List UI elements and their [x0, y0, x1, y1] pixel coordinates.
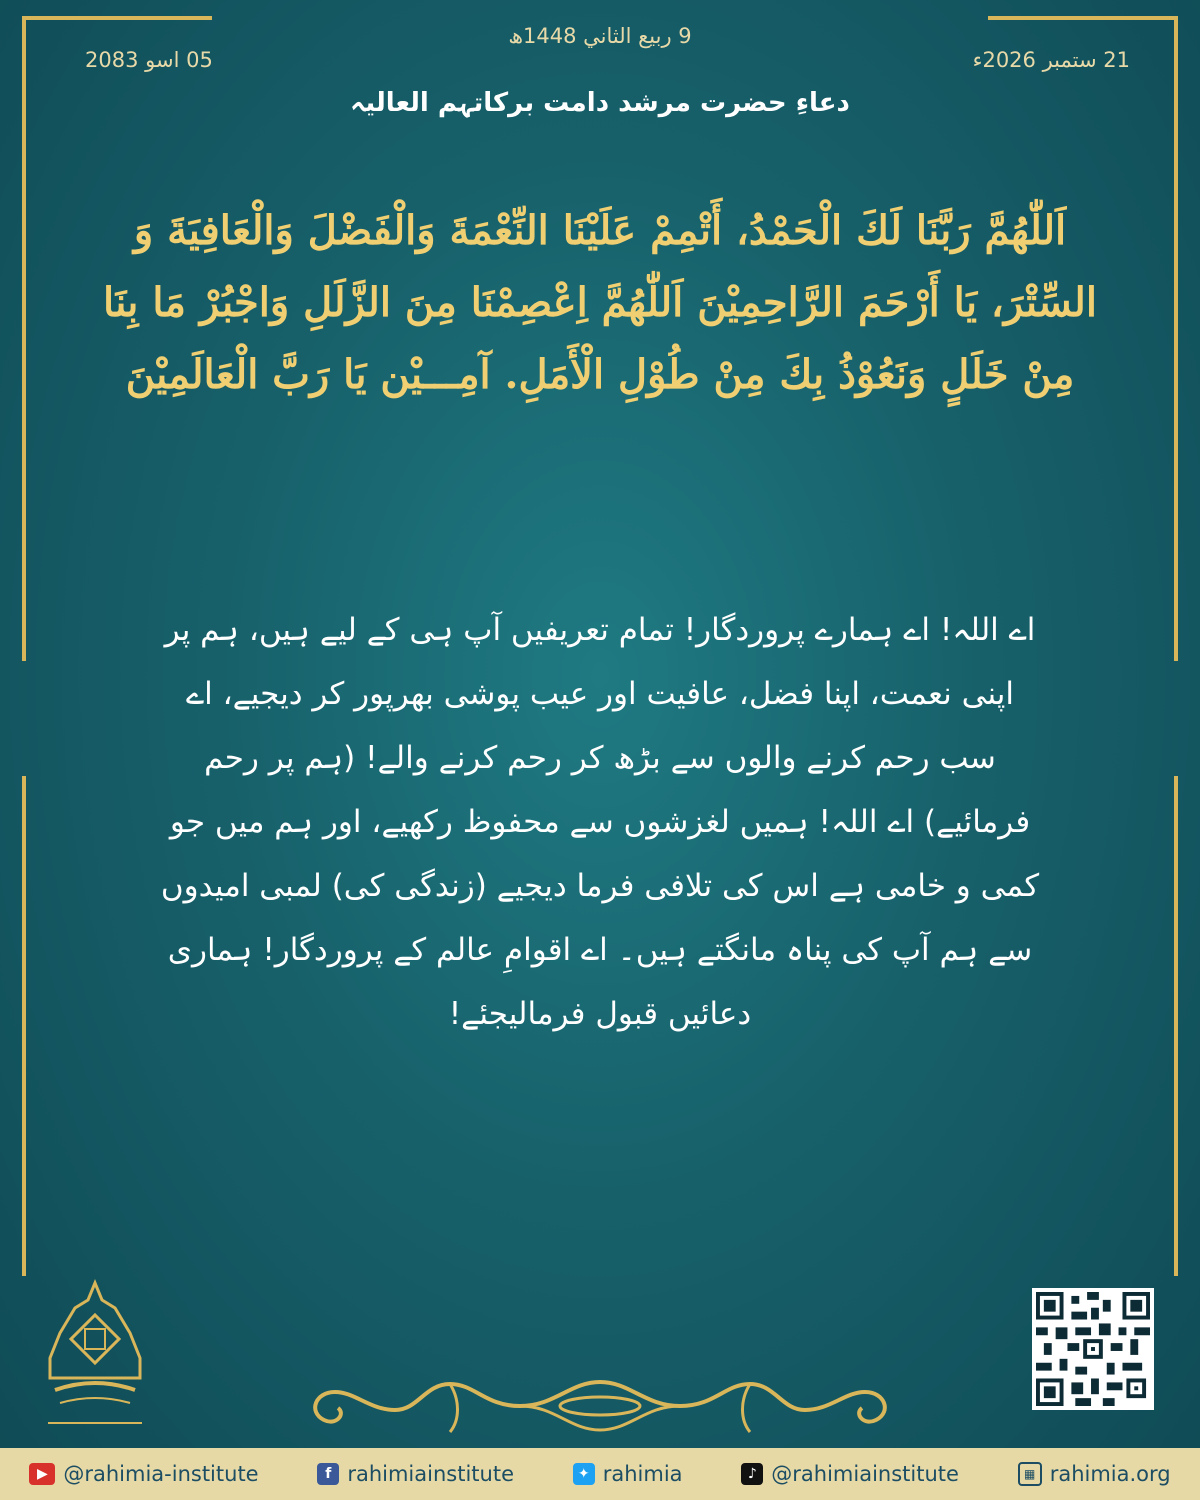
- twitter-link[interactable]: [573, 1462, 683, 1486]
- twitter-icon: ✦: [573, 1463, 595, 1485]
- facebook-handle: rahimiainstitute: [347, 1462, 514, 1486]
- tiktok-link[interactable]: [741, 1462, 959, 1486]
- dua-urdu-translation: اے اللہ! اے ہمارے پروردگار! تمام تعریفیں آپ ہی کے لیے ہیں، ہم پر اپنی نعمت، اپنا فضل، عافیت اور عیب پوشی بھرپور کر دیجیے، اے سب رحم کرنے والوں سے بڑھ کر رحم کرنے والے! (ہم پر رحم فرمائیے) اے اللہ! ہمیں لغزشوں سے محفوظ رکھیے، اور ہم میں جو کمی و خامی ہے اس کی تلافی فرما دیجیے (زندگی کی) لمبی امیدوں سے ہم آپ کی پناہ مانگتے ہیں۔ اے اقوامِ عالم کے پروردگار! ہماری دعائیں قبول فرمالیجئے!: [160, 612, 1040, 1032]
- facebook-icon: f: [317, 1463, 339, 1485]
- date-bikrami: 05 اسو 2083: [85, 48, 213, 72]
- facebook-link[interactable]: [317, 1462, 514, 1486]
- frame-top-right: [988, 16, 1178, 20]
- rahimia-logo-icon: [40, 1278, 150, 1443]
- website-link[interactable]: [1018, 1462, 1171, 1486]
- page-title: دعاءِ حضرت مرشد دامت برکاتہم العالیہ: [350, 88, 850, 118]
- youtube-icon: ▶: [29, 1463, 55, 1485]
- tiktok-icon: ♪: [741, 1463, 763, 1485]
- frame-left-lower: [22, 776, 26, 1276]
- frame-top-left: [22, 16, 212, 20]
- youtube-link[interactable]: [29, 1462, 258, 1486]
- date-hijri: 9 ربيع الثاني 1448ھ: [508, 24, 692, 48]
- decorative-ornament-icon: [300, 1370, 900, 1442]
- qr-code-icon: [1032, 1288, 1154, 1410]
- twitter-handle: rahimia: [602, 1462, 683, 1486]
- tiktok-handle: @rahimiainstitute: [771, 1462, 959, 1486]
- frame-right-lower: [1174, 776, 1178, 1276]
- website-qr-icon: ▦: [1018, 1462, 1042, 1486]
- dua-arabic-text: اَللّٰهُمَّ رَبَّنَا لَكَ الْحَمْدُ، أَتْمِمْ عَلَيْنَا النِّعْمَةَ وَالْفَضْلَ وَالْعَافِيَةَ وَ السِّتْرَ، يَا أَرْحَمَ الرَّاحِمِيْنَ اَللّٰهُمَّ اِعْصِمْنَا مِنَ الزَّلَلِ وَاجْبُرْ مَا بِنَا مِنْ خَلَلٍ وَنَعُوْذُ بِكَ مِنْ طُوْلِ الْأَمَلِ. آمِـــيْن يَا رَبَّ الْعَالَمِيْنَ: [103, 207, 1097, 398]
- website-url: rahimia.org: [1049, 1462, 1171, 1486]
- date-gregorian: 21 ستمبر 2026ء: [972, 48, 1130, 72]
- youtube-handle: @rahimia-institute: [63, 1462, 259, 1486]
- social-footer: [0, 1448, 1200, 1500]
